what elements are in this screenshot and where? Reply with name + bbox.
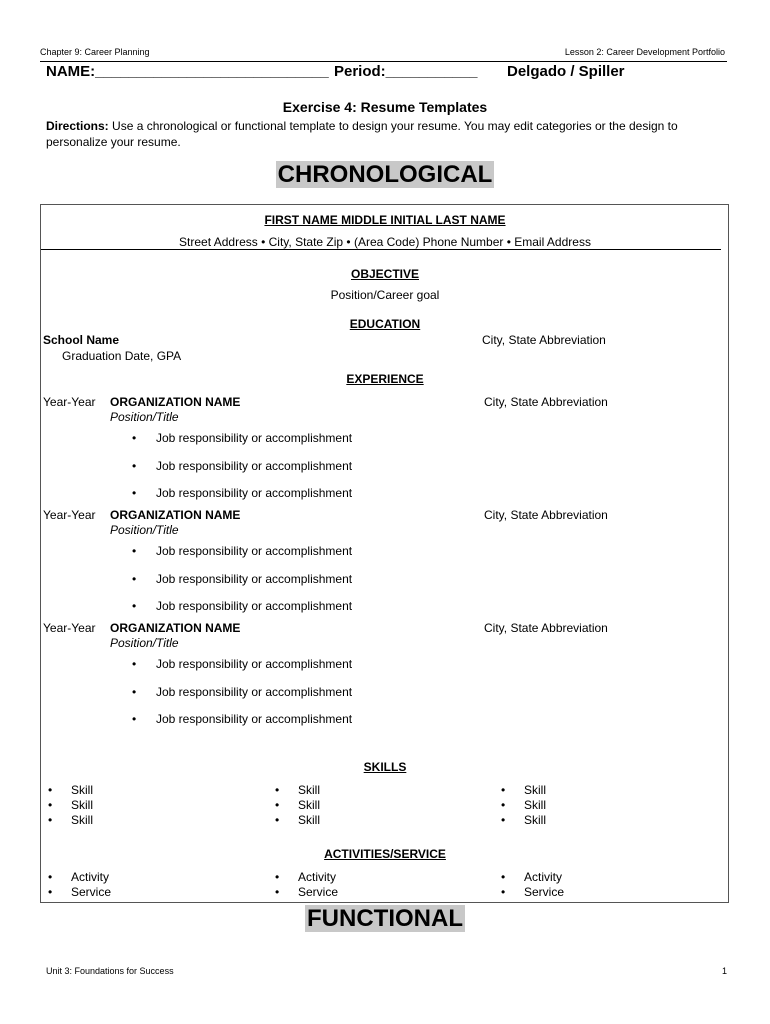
bullet-icon: •	[132, 599, 137, 613]
skill-item: Skill	[71, 813, 94, 827]
job-responsibility-item: Job responsibility or accomplishment	[156, 458, 353, 473]
activities-heading: ACTIVITIES/SERVICE	[324, 847, 446, 861]
bullet-icon: •	[501, 798, 506, 812]
job-responsibility-item: Job responsibility or accomplishment	[156, 684, 353, 699]
footer-page-number: 1	[721, 966, 727, 976]
job-title: Position/Title	[110, 523, 179, 537]
job-responsibility-item: Job responsibility or accomplishment	[156, 431, 353, 445]
job-organization: ORGANIZATION NAME	[110, 621, 241, 635]
skill-item: Skill	[524, 783, 547, 797]
job-years: Year-Year	[43, 508, 96, 522]
activity-item: Activity	[524, 870, 563, 884]
bullet-icon: •	[132, 431, 137, 445]
bullet-icon: •	[501, 870, 506, 884]
bullet-icon: •	[48, 798, 53, 812]
name-field: NAME:____________________________	[46, 63, 329, 80]
job-responsibility-item: Job responsibility or accomplishment	[156, 599, 353, 613]
skill-item: Skill	[298, 783, 321, 797]
activity-item: Service	[298, 885, 339, 899]
skill-item: Skill	[71, 783, 94, 797]
bullet-icon: •	[501, 783, 506, 797]
experience-heading: EXPERIENCE	[346, 372, 424, 386]
skill-item: Skill	[71, 798, 94, 812]
job-responsibility-item: Job responsibility or accomplishment	[156, 544, 353, 558]
bullet-icon: •	[132, 571, 137, 586]
exercise-title: Exercise 4: Resume Templates	[282, 99, 488, 115]
bullet-icon: •	[48, 870, 53, 884]
skills-heading: SKILLS	[363, 760, 407, 774]
directions-text-2: personalize your resume.	[46, 135, 181, 149]
job-location: City, State Abbreviation	[484, 508, 608, 522]
bullet-icon: •	[132, 486, 137, 500]
bullet-icon: •	[275, 885, 280, 899]
activity-item: Service	[524, 885, 565, 899]
bullet-icon: •	[132, 712, 137, 726]
bullet-icon: •	[48, 885, 53, 899]
bullet-icon: •	[275, 813, 280, 827]
header-rule	[40, 61, 727, 62]
bullet-icon: •	[132, 458, 137, 473]
bullet-icon: •	[275, 783, 280, 797]
school-location: City, State Abbreviation	[482, 333, 606, 347]
skill-item: Skill	[524, 798, 547, 812]
job-organization: ORGANIZATION NAME	[110, 508, 241, 522]
chronological-banner: CHRONOLOGICAL	[277, 161, 493, 188]
teachers-label: Delgado / Spiller	[507, 63, 625, 80]
chronological-banner-wrap	[0, 160, 770, 190]
activity-item: Service	[71, 885, 112, 899]
footer-unit: Unit 3: Foundations for Success	[46, 966, 174, 976]
job-years: Year-Year	[43, 395, 96, 409]
job-responsibility-item: Job responsibility or accomplishment	[156, 657, 353, 671]
bullet-icon: •	[48, 783, 53, 797]
education-details: Graduation Date, GPA	[62, 349, 182, 363]
job-years: Year-Year	[43, 621, 96, 635]
lesson-label: Lesson 2: Career Development Portfolio	[564, 47, 725, 57]
job-responsibility-item: Job responsibility or accomplishment	[156, 486, 353, 500]
chapter-label: Chapter 9: Career Planning	[40, 47, 150, 57]
functional-banner: FUNCTIONAL	[307, 905, 463, 932]
bullet-icon: •	[132, 684, 137, 699]
directions-text-1: Use a chronological or functional template to design your resume. You may edit categories or the design to	[108, 119, 678, 133]
objective-heading: OBJECTIVE	[350, 267, 419, 281]
activity-item: Activity	[71, 870, 110, 884]
directions-label: Directions:	[46, 119, 109, 133]
resume-template-box	[40, 204, 729, 903]
skill-item: Skill	[298, 798, 321, 812]
education-heading: EDUCATION	[349, 317, 421, 331]
job-responsibility-item: Job responsibility or accomplishment	[156, 712, 353, 726]
job-title: Position/Title	[110, 636, 179, 650]
directions	[46, 118, 736, 150]
job-title: Position/Title	[110, 410, 179, 424]
contact-rule	[41, 249, 721, 250]
skill-item: Skill	[298, 813, 321, 827]
activity-item: Activity	[298, 870, 337, 884]
bullet-icon: •	[501, 813, 506, 827]
bullet-icon: •	[275, 798, 280, 812]
functional-banner-wrap	[0, 904, 770, 934]
bullet-icon: •	[48, 813, 53, 827]
objective-text: Position/Career goal	[330, 288, 440, 302]
school-name: School Name	[43, 333, 120, 347]
job-location: City, State Abbreviation	[484, 621, 608, 635]
job-responsibility-item: Job responsibility or accomplishment	[156, 571, 353, 586]
bullet-icon: •	[132, 544, 137, 558]
resume-contact-line: Street Address • City, State Zip • (Area Code) Phone Number • Email Address	[179, 235, 591, 249]
skill-item: Skill	[524, 813, 547, 827]
bullet-icon: •	[275, 870, 280, 884]
resume-name-line: FIRST NAME MIDDLE INITIAL LAST NAME	[264, 213, 506, 227]
period-field: Period:___________	[334, 63, 478, 80]
job-organization: ORGANIZATION NAME	[110, 395, 241, 409]
bullet-icon: •	[501, 885, 506, 899]
bullet-icon: •	[132, 657, 137, 671]
job-location: City, State Abbreviation	[484, 395, 608, 409]
